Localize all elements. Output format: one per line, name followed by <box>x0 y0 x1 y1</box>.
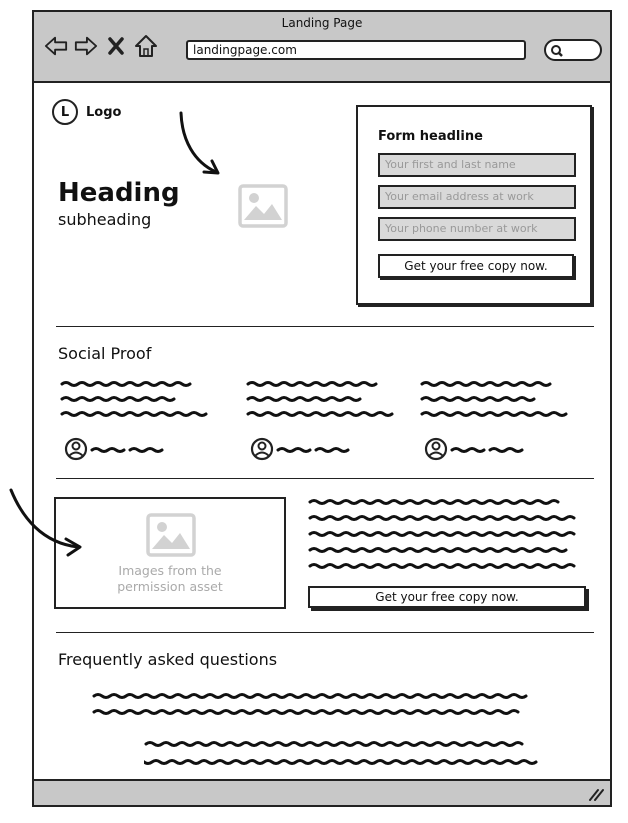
logo-mark: L <box>52 99 78 125</box>
logo-text: Logo <box>86 104 122 120</box>
faq-text-1 <box>92 692 552 720</box>
status-bar <box>34 779 610 805</box>
permission-body-text <box>308 498 588 576</box>
resize-grip-icon[interactable] <box>588 788 604 802</box>
avatar-icon <box>64 437 164 463</box>
testimonial-text-3 <box>420 380 580 424</box>
faq-text-2 <box>144 740 564 770</box>
phone-field[interactable]: Your phone number at work <box>378 217 576 241</box>
avatar-icon <box>250 437 350 463</box>
hero-subheading: subheading <box>58 210 152 229</box>
form-headline: Form headline <box>378 129 483 144</box>
image-caption-line: Images from the <box>118 563 222 578</box>
permission-image-box <box>54 497 286 609</box>
signup-form <box>356 105 592 305</box>
address-bar[interactable]: landingpage.com <box>186 40 526 60</box>
search-field[interactable] <box>544 39 602 61</box>
image-placeholder-icon <box>146 513 196 557</box>
section-divider <box>56 478 594 479</box>
social-proof-title: Social Proof <box>58 344 152 363</box>
avatar-icon <box>424 437 524 463</box>
faq-title: Frequently asked questions <box>58 650 278 669</box>
image-caption-line: permission asset <box>117 579 223 594</box>
testimonial-text-2 <box>246 380 406 424</box>
annotation-arrow-icon <box>8 487 88 557</box>
back-arrow-icon[interactable] <box>44 34 68 58</box>
home-icon[interactable] <box>134 34 158 58</box>
forward-arrow-icon[interactable] <box>74 34 98 58</box>
form-submit-button[interactable]: Get your free copy now. <box>378 254 574 278</box>
image-placeholder-icon <box>238 184 288 228</box>
email-field[interactable]: Your email address at work <box>378 185 576 209</box>
close-icon[interactable] <box>104 34 128 58</box>
name-field[interactable]: Your first and last name <box>378 153 576 177</box>
cta-button[interactable]: Get your free copy now. <box>308 586 586 608</box>
search-icon <box>550 44 564 58</box>
section-divider <box>56 326 594 327</box>
window-title: Landing Page <box>281 16 363 30</box>
testimonial-text-1 <box>60 380 220 424</box>
annotation-arrow-icon <box>174 110 224 180</box>
section-divider <box>56 632 594 633</box>
browser-window <box>32 10 612 807</box>
hero-heading: Heading <box>58 178 180 208</box>
browser-toolbar <box>34 12 610 83</box>
logo[interactable] <box>52 99 121 125</box>
